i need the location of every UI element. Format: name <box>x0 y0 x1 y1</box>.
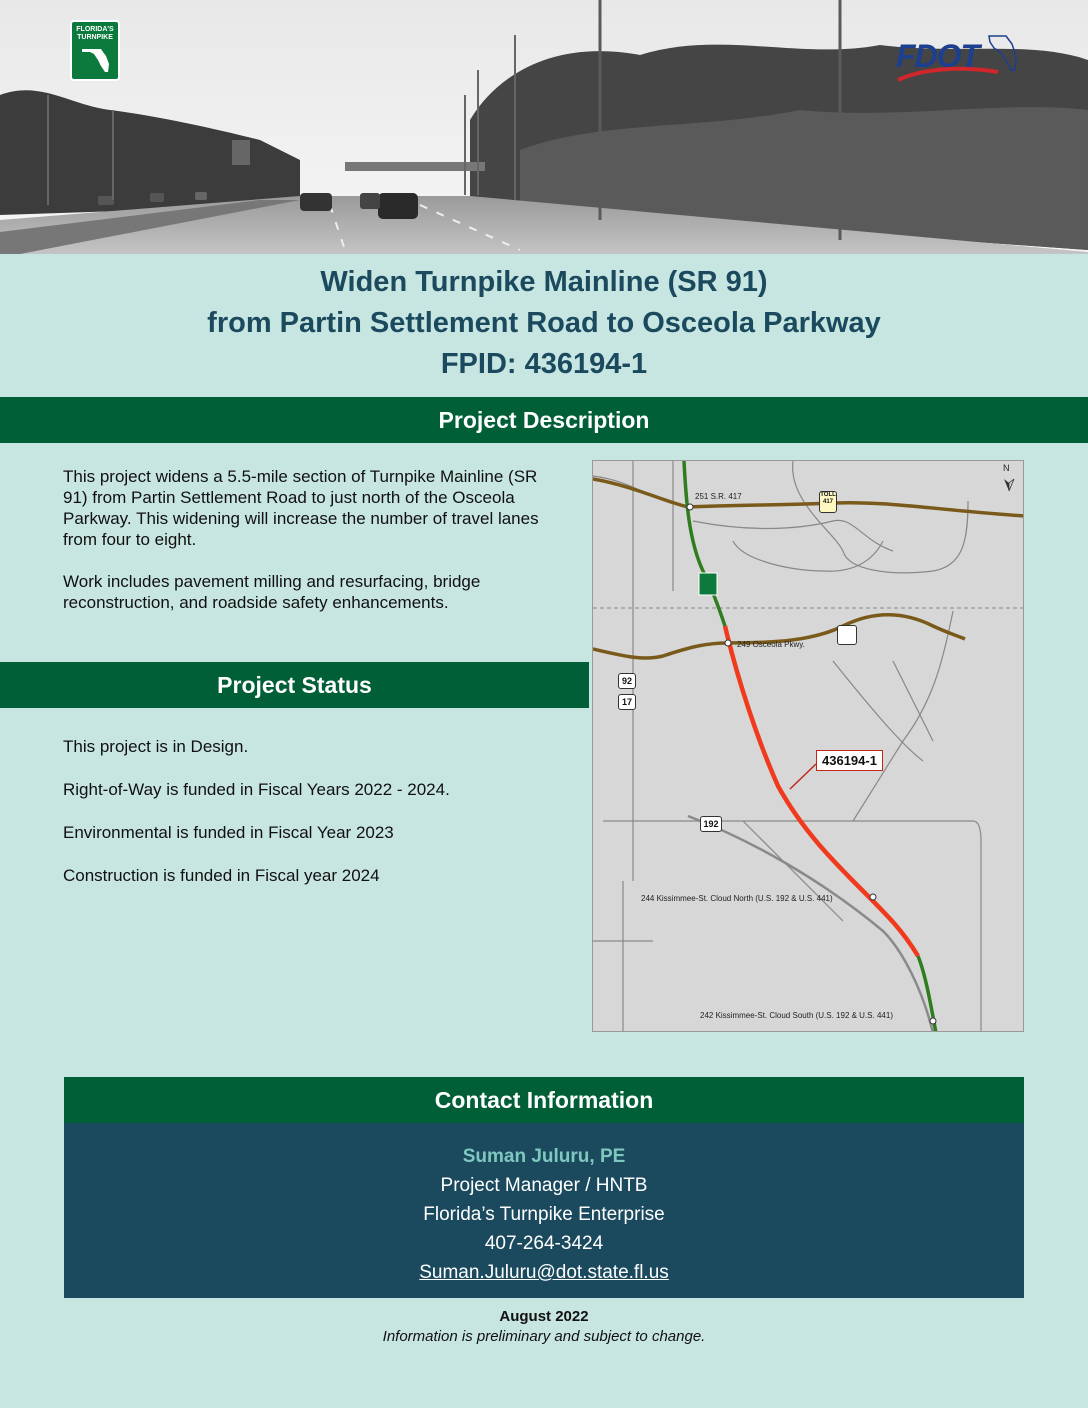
description-paragraph-2: Work includes pavement milling and resurfacing, bridge reconstruction, and roadside safety enhancements. <box>63 572 481 612</box>
status-item-environmental: Environmental is funded in Fiscal Year 2023 <box>63 823 394 842</box>
florida-state-icon <box>81 46 111 74</box>
toll-label: TOLL <box>820 492 836 498</box>
status-item-design: This project is in Design. <box>63 737 249 756</box>
footer <box>0 1307 1088 1347</box>
title-line-3: FPID: 436194-1 <box>440 348 648 380</box>
fdot-swoosh-icon <box>894 30 1024 86</box>
description-paragraph-1: This project widens a 5.5-mile section of Turnpike Mainline (SR 91) from Partin Settlement Road to just north of the Osceola Parkway. This widening will increase the number of travel lanes from four to eight. <box>63 467 539 549</box>
status-item-right-of-way: Right-of-Way is funded in Fiscal Years 2022 - 2024. <box>63 780 450 799</box>
contact-panel <box>64 1123 1024 1298</box>
contact-org: Florida’s Turnpike Enterprise <box>423 1204 665 1225</box>
project-description-heading: Project Description <box>0 397 1088 443</box>
us92-shield: 92 <box>618 673 636 689</box>
north-label: N <box>1003 463 1010 473</box>
toll-417-label: 417 <box>822 499 833 505</box>
us17-shield: 17 <box>618 694 636 710</box>
contact-phone: 407-264-3424 <box>484 1233 604 1254</box>
toll-417-shield <box>819 491 837 513</box>
project-description <box>63 466 563 634</box>
contact-email-link[interactable]: Suman.Juluru@dot.state.fl.us <box>419 1262 669 1283</box>
label-sr417: 251 S.R. 417 <box>695 492 742 501</box>
project-status-heading: Project Status <box>0 662 589 708</box>
project-map <box>592 460 1024 1032</box>
status-item-construction: Construction is funded in Fiscal year 2024 <box>63 866 380 885</box>
title-line-1: Widen Turnpike Mainline (SR 91) <box>320 266 768 298</box>
fdot-logo-text: FDOT <box>896 38 980 74</box>
florida-turnpike-logo <box>70 20 120 81</box>
contact-heading: Contact Information <box>64 1077 1024 1123</box>
page-title <box>0 262 1088 385</box>
osceola-pkwy-badge <box>837 625 857 645</box>
fdot-logo <box>894 30 1024 86</box>
map-roads <box>593 461 1024 1032</box>
contact-name: Suman Juluru, PE <box>462 1146 626 1167</box>
title-line-2: from Partin Settlement Road to Osceola Parkway <box>207 307 881 339</box>
footer-note: Information is preliminary and subject to change. <box>382 1328 706 1345</box>
label-kissimmee-north: 244 Kissimmee-St. Cloud North (U.S. 192 & U.S. 441) <box>641 894 833 903</box>
project-callout: 436194-1 <box>816 750 883 771</box>
project-status <box>63 736 583 908</box>
us192-shield: 192 <box>700 816 722 832</box>
label-osceola-pkwy: 249 Osceola Pkwy. <box>737 640 805 649</box>
label-kissimmee-south: 242 Kissimmee-St. Cloud South (U.S. 192 & U.S. 441) <box>700 1011 893 1020</box>
contact-role: Project Manager / HNTB <box>440 1175 648 1196</box>
turnpike-logo-text: FLORIDA'S TURNPIKE <box>76 26 114 41</box>
footer-date: August 2022 <box>499 1308 589 1325</box>
